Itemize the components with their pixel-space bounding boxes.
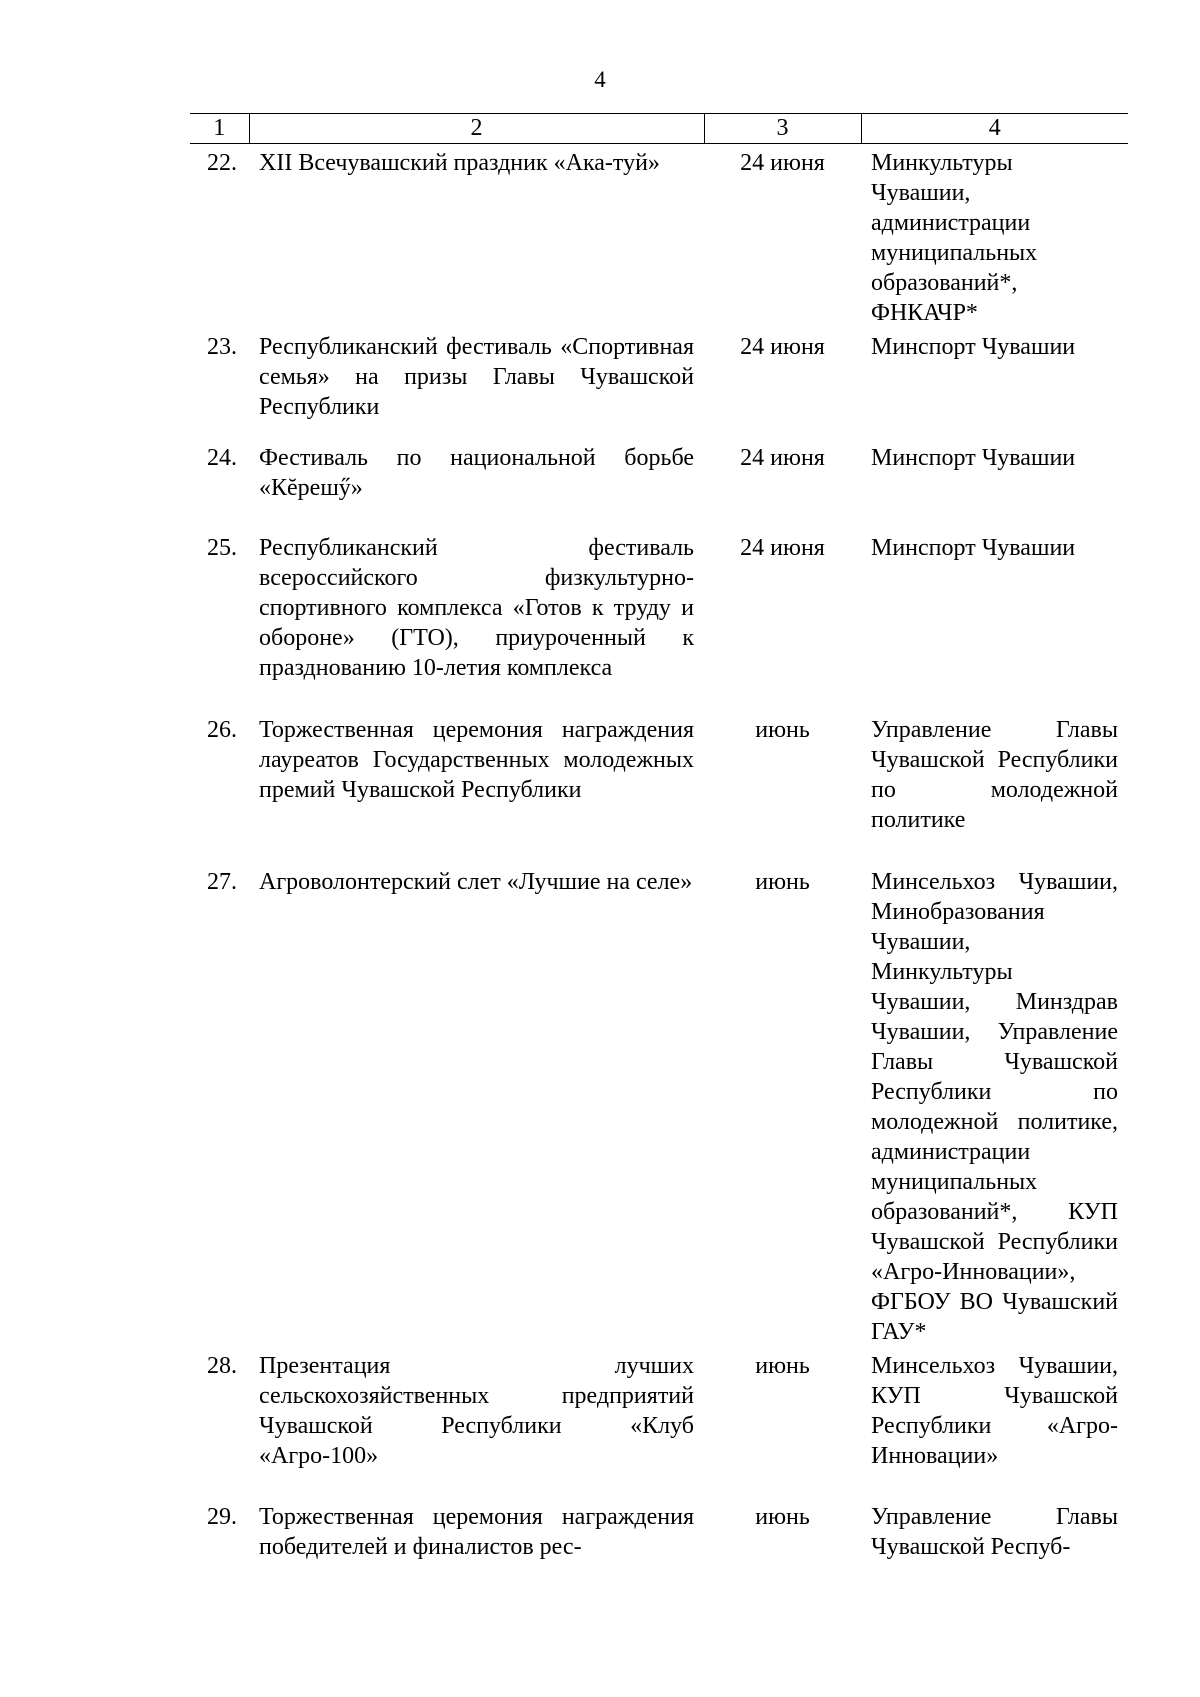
event-organizers: Минсельхоз Чувашии, КУП Чувашской Республики «Агро-Инновации» xyxy=(871,1353,1118,1469)
event-date: 24 июня xyxy=(740,150,825,176)
event-name: Презентация лучших сельскохозяйственных предприятий Чувашской Республики «Клуб «Агро-100» xyxy=(259,1353,694,1469)
table-row xyxy=(190,328,1128,439)
event-organizers: Минсельхоз Чувашии, Минобразования Чувашии, Минкультуры Чувашии, Минздрав Чувашии, Управление Главы Чувашской Республики по молодежной политике, администрации муниципальных образований*, КУП Чувашской Республики «Агро-Инновации», ФГБОУ ВО Чувашский ГАУ* xyxy=(871,869,1118,1345)
row-number: 23. xyxy=(207,334,237,360)
events-table xyxy=(190,113,1128,1562)
row-number: 22. xyxy=(207,150,237,176)
table-header-row xyxy=(190,114,1128,144)
event-organizers: Минспорт Чувашии xyxy=(871,334,1076,360)
column-header: 1 xyxy=(190,114,249,144)
event-organizers: Минспорт Чувашии xyxy=(871,535,1076,561)
page-number: 4 xyxy=(594,67,606,92)
row-number: 27. xyxy=(207,869,237,895)
event-organizers: Управление Главы Чувашской Респуб- xyxy=(871,1504,1118,1560)
table-row xyxy=(190,1347,1128,1498)
table-row xyxy=(190,529,1128,711)
event-name: Торжественная церемония награждения победителей и финалистов рес- xyxy=(259,1504,694,1560)
row-number: 29. xyxy=(207,1504,237,1530)
event-organizers: Минкультуры Чувашии, администрации муниципальных образований*, ФНКАЧР* xyxy=(871,150,1038,326)
event-name: Торжественная церемония награждения лауреатов Государственных молодежных премий Чувашской Республики xyxy=(259,717,694,803)
row-number: 25. xyxy=(207,535,237,561)
event-date: 24 июня xyxy=(740,445,825,471)
event-name: Республиканский фестиваль всероссийского физкультурно-спортивного комплекса «Готов к труду и обороне» (ГТО), приуроченный к празднованию 10-летия комплекса xyxy=(259,535,694,681)
event-organizers: Минспорт Чувашии xyxy=(871,445,1076,471)
event-date: июнь xyxy=(755,1504,810,1530)
column-header: 4 xyxy=(861,114,1128,144)
event-organizers: Управление Главы Чувашской Республики по молодежной политике xyxy=(871,717,1118,833)
event-date: июнь xyxy=(755,869,810,895)
event-date: июнь xyxy=(755,717,810,743)
column-header: 3 xyxy=(704,114,861,144)
row-number: 26. xyxy=(207,717,237,743)
event-date: 24 июня xyxy=(740,535,825,561)
table-row xyxy=(190,1498,1128,1562)
event-name: Республиканский фестиваль «Спортивная семья» на призы Главы Чувашской Республики xyxy=(259,334,694,420)
table-row xyxy=(190,863,1128,1347)
row-number: 24. xyxy=(207,445,237,471)
table-row xyxy=(190,439,1128,529)
event-date: июнь xyxy=(755,1353,810,1379)
event-name: Агроволонтерский слет «Лучшие на селе» xyxy=(259,869,693,895)
table-row xyxy=(190,144,1128,329)
row-number: 28. xyxy=(207,1353,237,1379)
event-name: Фестиваль по национальной борьбе «Кĕрешӳ» xyxy=(259,445,694,501)
event-date: 24 июня xyxy=(740,334,825,360)
table-row xyxy=(190,711,1128,863)
event-name: XII Всечувашский праздник «Ака-туй» xyxy=(259,150,660,176)
column-header: 2 xyxy=(249,114,704,144)
